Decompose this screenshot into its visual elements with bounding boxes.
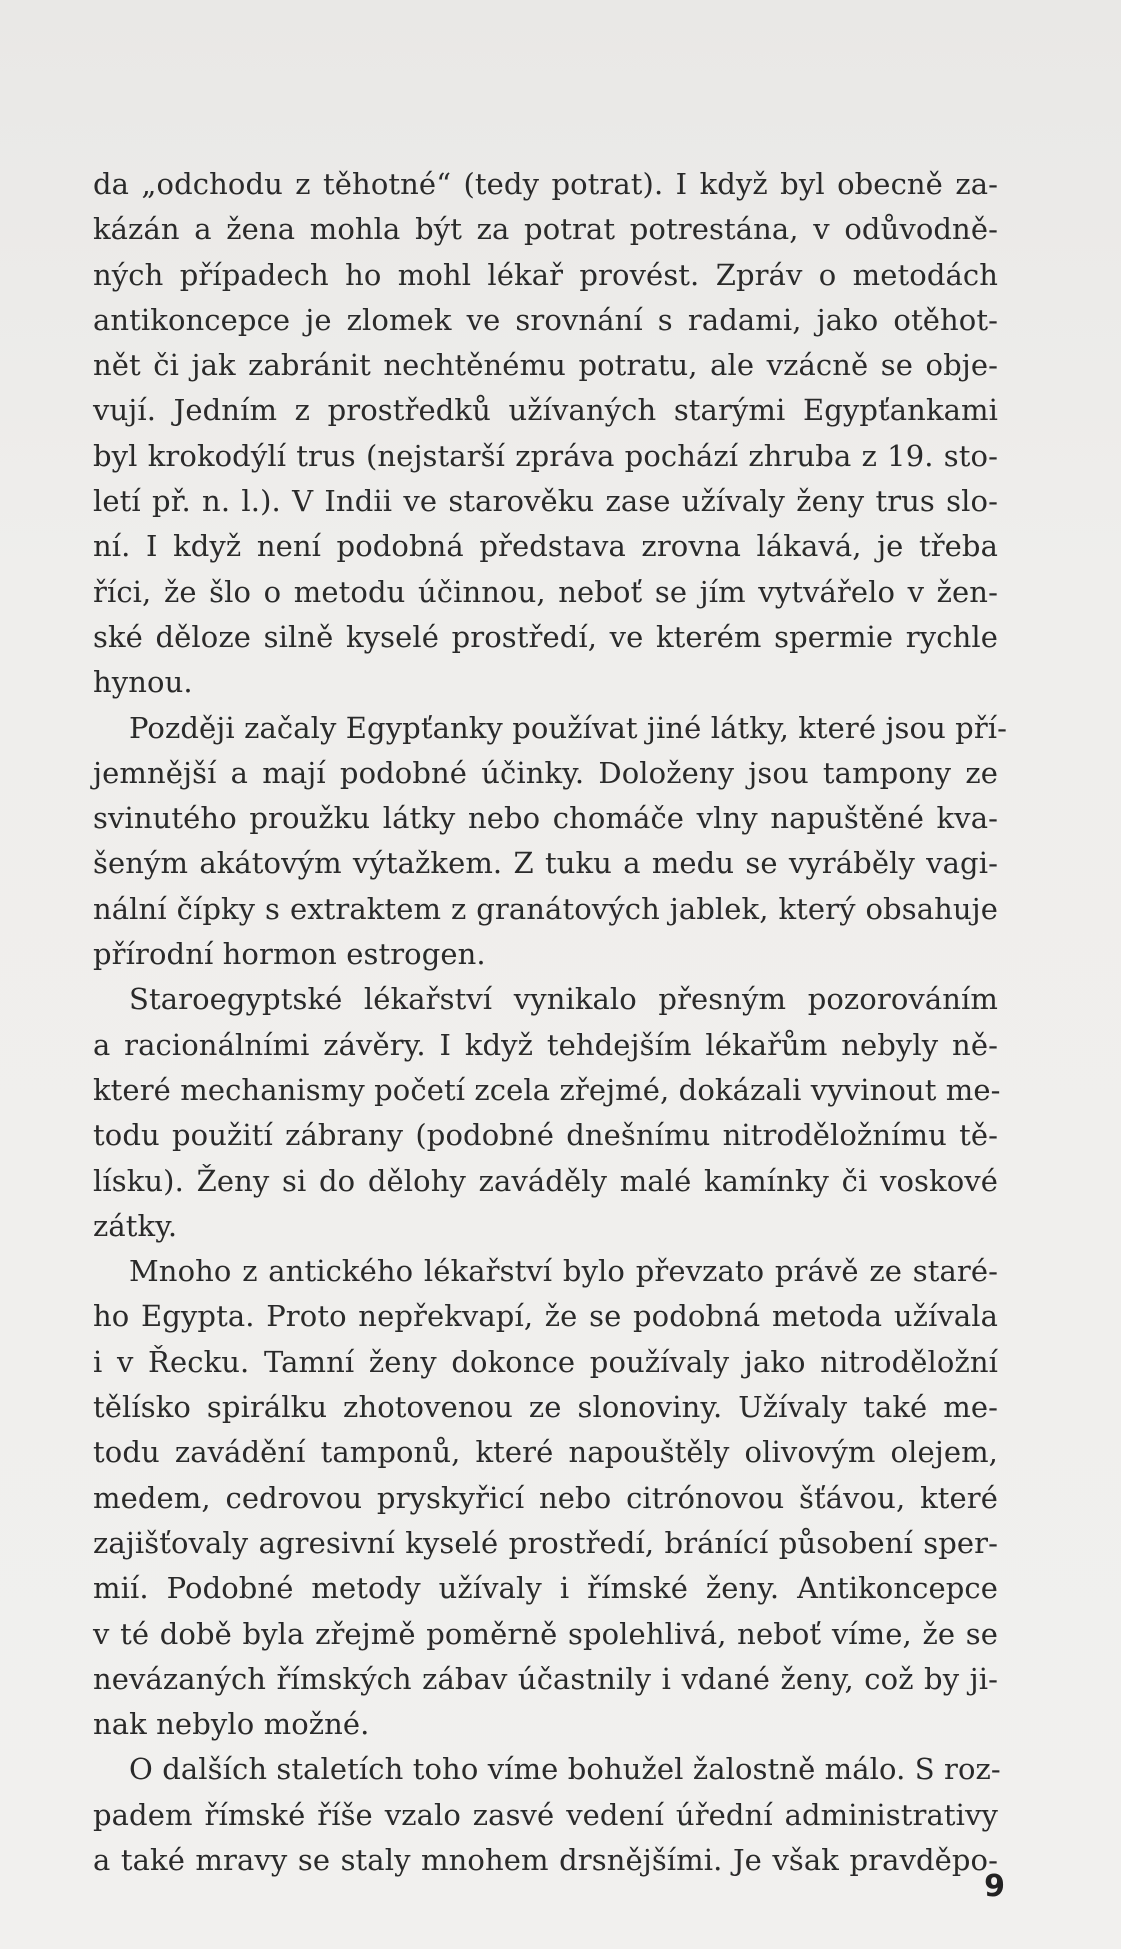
- text-line: todu zavádění tamponů, které napouštěly olivovým olejem,: [93, 1435, 998, 1470]
- text-line: padem římské říše vzalo zasvé vedení úřední administrativy: [93, 1797, 998, 1832]
- paragraph-5: [93, 1747, 1001, 1883]
- page-number: 9: [984, 1869, 1005, 1904]
- text-line: i v Řecku. Tamní ženy dokonce používaly jako nitroděložní: [93, 1344, 998, 1379]
- text-line: todu použití zábrany (podobné dnešnímu nitroděložnímu tě-: [93, 1118, 998, 1153]
- text-line: medem, cedrovou pryskyřicí nebo citrónovou šťávou, které: [93, 1480, 998, 1515]
- text-line: ské děloze silně kyselé prostředí, ve kterém spermie rychle: [93, 619, 998, 654]
- text-line: zátky.: [93, 1208, 178, 1243]
- text-line: v té době byla zřejmě poměrně spolehlivá, neboť víme, že se: [93, 1616, 998, 1651]
- text-line: nevázaných římských zábav účastnily i vdané ženy, což by ji-: [93, 1661, 998, 1696]
- text-line: ho Egypta. Proto nepřekvapí, že se podobná metoda užívala: [93, 1299, 998, 1334]
- text-line: O dalších staletích toho víme bohužel žalostně málo. S roz-: [129, 1752, 1001, 1787]
- text-line: da „odchodu z těhotné“ (tedy potrat). I když byl obecně za-: [93, 167, 998, 201]
- text-line: Mnoho z antického lékařství bylo převzato právě ze staré-: [129, 1254, 998, 1289]
- text-line: ných případech ho mohl lékař provést. Zpráv o metodách: [93, 257, 998, 292]
- text-line: šeným akátovým výtažkem. Z tuku a medu se vyráběly vagi-: [93, 846, 998, 881]
- text-line: nální čípky s extraktem z granátových jablek, který obsahuje: [93, 891, 998, 926]
- text-line: vují. Jedním z prostředků užívaných starými Egypťankami: [93, 393, 998, 428]
- text-line: nak nebylo možné.: [93, 1707, 370, 1742]
- text-line: svinutého proužku látky nebo chomáče vlny napuštěné kva-: [93, 801, 998, 836]
- text-line: nět či jak zabránit nechtěnému potratu, ale vzácně se obje-: [93, 348, 998, 383]
- paragraph-1: [93, 162, 998, 706]
- paragraph-2: [93, 706, 1008, 978]
- paragraph-3: [93, 977, 1001, 1249]
- text-line: kázán a žena mohla být za potrat potrestána, v odůvodně-: [93, 212, 998, 247]
- text-line: byl krokodýlí trus (nejstarší zpráva pochází zhruba z 19. sto-: [93, 438, 998, 473]
- text-line: které mechanismy početí zcela zřejmé, dokázali vyvinout me-: [93, 1072, 1001, 1107]
- text-line: přírodní hormon estrogen.: [93, 937, 486, 972]
- text-line: lísku). Ženy si do dělohy zaváděly malé kamínky či voskové: [93, 1163, 998, 1198]
- text-line: jemnější a mají podobné účinky. Doloženy jsou tampony ze: [93, 755, 998, 790]
- text-line: hynou.: [93, 665, 193, 700]
- text-line: Později začaly Egypťanky používat jiné látky, které jsou pří-: [129, 710, 1008, 745]
- text-line: zajišťovaly agresivní kyselé prostředí, bránící působení sper-: [93, 1525, 998, 1560]
- paragraph-4: [93, 1249, 998, 1747]
- text-line: říci, že šlo o metodu účinnou, neboť se jím vytvářelo v žen-: [93, 574, 998, 609]
- text-line: Staroegyptské lékařství vynikalo přesným pozorováním: [129, 982, 998, 1017]
- text-line: a racionálními závěry. I když tehdejším lékařům nebyly ně-: [93, 1027, 998, 1062]
- body-text: [93, 162, 1008, 1883]
- text-line: ní. I když není podobná představa zrovna lákavá, je třeba: [93, 529, 998, 564]
- text-line: letí př. n. l.). V Indii ve starověku zase užívaly ženy trus slo-: [93, 484, 998, 519]
- text-line: a také mravy se staly mnohem drsnějšími. Je však pravděpo-: [93, 1842, 998, 1877]
- text-line: mií. Podobné metody užívaly i římské ženy. Antikoncepce: [93, 1571, 998, 1606]
- text-line: antikoncepce je zlomek ve srovnání s radami, jako otěhot-: [93, 302, 998, 337]
- text-line: tělísko spirálku zhotovenou ze slonoviny. Užívaly také me-: [93, 1390, 998, 1425]
